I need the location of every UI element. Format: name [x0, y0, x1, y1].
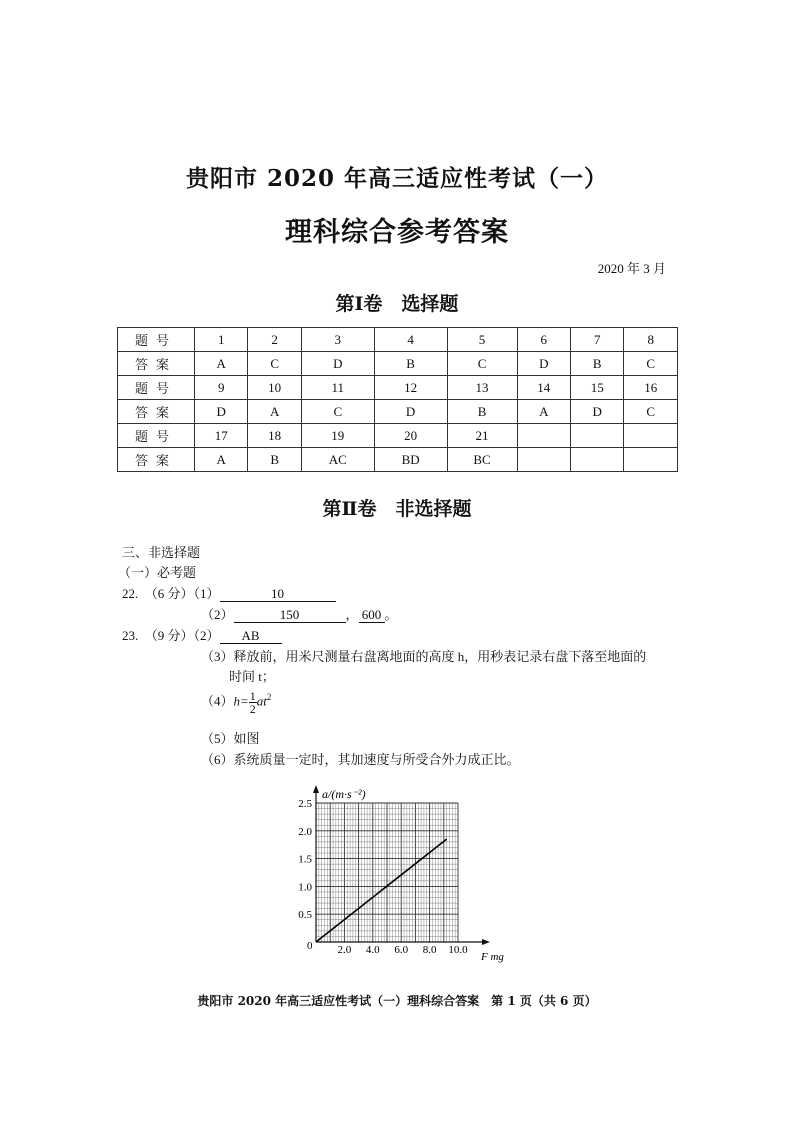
q23-part2-label: （2） [193, 628, 220, 643]
answer-table-cell: C [301, 400, 374, 424]
section-label: 三、非选择题 [122, 545, 201, 560]
answer-table-cell: D [301, 352, 374, 376]
y-axis-arrow [313, 785, 319, 793]
answer-table-cell: 8 [624, 328, 678, 352]
origin-label: 0 [307, 940, 313, 952]
y-tick-label: 0.5 [298, 909, 312, 922]
x-tick-label: 2.0 [337, 944, 352, 956]
answer-table-cell: A [195, 448, 248, 472]
answer-table-cell: C [248, 352, 301, 376]
q23-part3-continued: 时间 t； [229, 669, 275, 684]
q23-number: 23. [122, 628, 139, 643]
answer-table-cell: AC [301, 448, 374, 472]
q22-answer1: 10 [220, 587, 336, 602]
answer-table-cell: BD [374, 448, 447, 472]
answer-table-cell: C [624, 352, 678, 376]
q23-part6-text: 系统质量一定时，其加速度与所受合外力成正比。 [233, 752, 520, 767]
answer-table-cell: D [517, 352, 570, 376]
part1-heading: 第Ⅰ卷 选择题 [335, 293, 459, 315]
answer-table-cell: 10 [248, 376, 301, 400]
answer-table-cell: 1 [195, 328, 248, 352]
answer-table-cell: B [447, 400, 517, 424]
answer-table-cell: B [374, 352, 447, 376]
row-header: 题号 [118, 328, 195, 352]
answer-table-cell: 6 [517, 328, 570, 352]
q22-score: （6 分） [144, 586, 194, 601]
answer-table-cell: B [571, 352, 624, 376]
answer-table-cell: 21 [447, 424, 517, 448]
x-tick-label: 10.0 [448, 944, 468, 956]
q23-score: （9 分） [144, 628, 194, 643]
answer-table-cell: C [447, 352, 517, 376]
q23-part5-label: （5） [201, 731, 234, 746]
answer-table-cell: 15 [571, 376, 624, 400]
q23-answer2: AB [220, 629, 282, 644]
y-axis-label: a/(m·s⁻²) [322, 787, 366, 801]
answer-table-cell: 2 [248, 328, 301, 352]
y-tick-label: 2.0 [298, 825, 312, 838]
q22-number: 22. [122, 586, 139, 601]
row-header: 答案 [118, 352, 195, 376]
x-tick-label: 6.0 [394, 944, 409, 956]
answer-table-cell: 13 [447, 376, 517, 400]
formula-at: at [256, 693, 267, 709]
q22-answer3: 600 [359, 608, 385, 623]
answer-table-cell: 19 [301, 424, 374, 448]
exam-title: 贵阳市 2020 年高三适应性考试（一） [185, 165, 609, 192]
page-footer: 贵阳市 2020 年高三适应性考试（一）理科综合答案 第 1 页（共 6 页） [197, 994, 597, 1008]
row-header: 题号 [118, 424, 195, 448]
q23-part5-text: 如图 [233, 731, 260, 746]
answer-table-cell: 20 [374, 424, 447, 448]
x-tick-label: 8.0 [422, 944, 437, 956]
subsection-label: （一）必考题 [118, 565, 197, 580]
answer-table-cell: BC [447, 448, 517, 472]
answer-table-cell: 12 [374, 376, 447, 400]
answer-table-cell: A [248, 400, 301, 424]
y-tick-label: 1.0 [298, 881, 312, 894]
fraction-numerator: 1 [249, 689, 256, 703]
answer-table-cell: D [571, 400, 624, 424]
x-tick-label: 4.0 [365, 944, 380, 956]
q23-part3-text: 释放前，用米尺测量右盘离地面的高度 h，用秒表记录右盘下落至地面的 [233, 649, 647, 664]
answer-table-cell: 17 [195, 424, 248, 448]
answer-table-cell: 16 [624, 376, 678, 400]
q23-part4-label: （4） [201, 693, 234, 709]
answer-table-cell: 3 [301, 328, 374, 352]
exam-date: 2020 年 3 月 [597, 261, 666, 276]
answer-table-cell: D [374, 400, 447, 424]
part2-heading: 第Ⅱ卷 非选择题 [322, 498, 472, 520]
q22-part2-label: （2） [201, 607, 234, 622]
y-tick-label: 1.5 [298, 853, 312, 866]
y-tick-label: 2.5 [298, 798, 312, 810]
answer-table-cell: 11 [301, 376, 374, 400]
row-header: 题号 [118, 376, 195, 400]
formula-h: h= [233, 693, 249, 709]
answer-table-cell: 14 [517, 376, 570, 400]
answer-table-cell: 9 [195, 376, 248, 400]
answer-table-cell: D [195, 400, 248, 424]
answer-table-cell: C [624, 400, 678, 424]
fraction-denominator: 2 [249, 702, 256, 716]
q22-end: 。 [384, 607, 398, 622]
answer-key-title: 理科综合参考答案 [285, 217, 509, 248]
q23-part6-label: （6） [201, 752, 234, 767]
q22-part1-label: （1） [193, 586, 220, 601]
q22-answer2: 150 [234, 608, 346, 623]
row-header: 答案 [118, 448, 195, 472]
answer-table-cell: 5 [447, 328, 517, 352]
formula-exponent: 2 [266, 692, 272, 703]
answer-table-cell: A [517, 400, 570, 424]
x-axis-label: F mg [481, 951, 504, 963]
answer-table-cell: 18 [248, 424, 301, 448]
row-header: 答案 [118, 400, 195, 424]
answer-table-cell: B [248, 448, 301, 472]
answer-table-cell: 7 [571, 328, 624, 352]
answer-table-cell: A [195, 352, 248, 376]
answer-table-cell: 4 [374, 328, 447, 352]
q23-part3-label: （3） [201, 649, 234, 664]
q22-separator: ， [345, 607, 359, 622]
x-axis-arrow [482, 939, 490, 945]
